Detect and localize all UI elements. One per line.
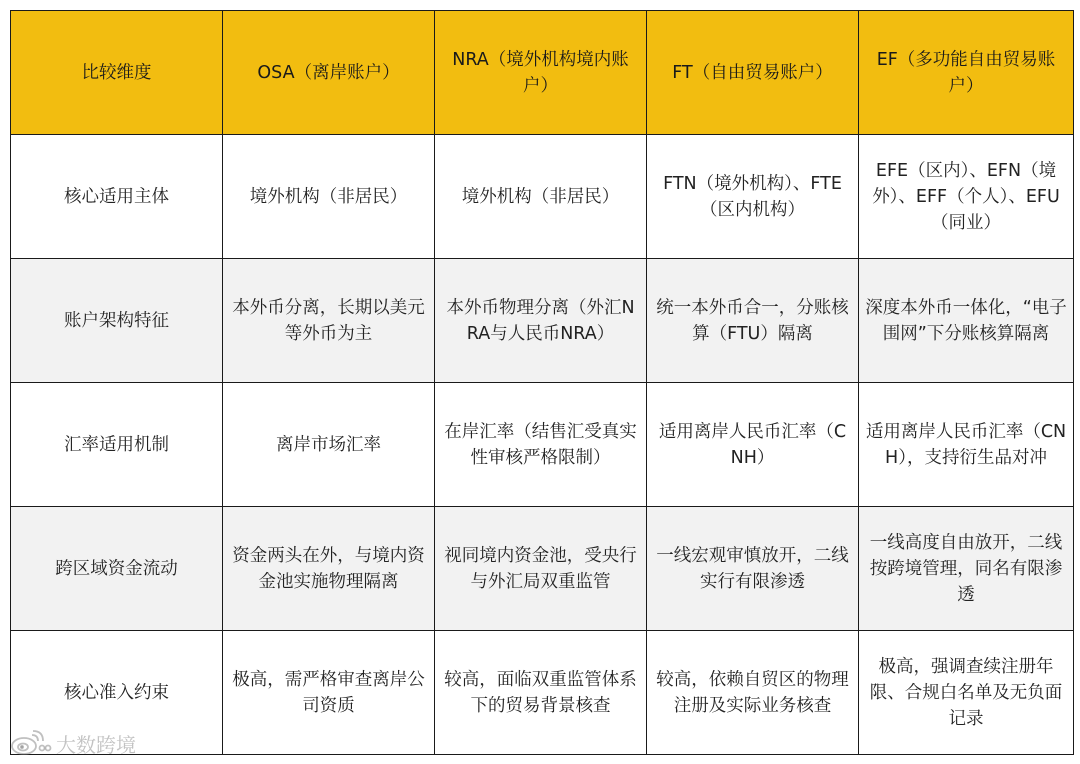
table-cell: 极高，强调查续注册年限、合规白名单及无负面记录 xyxy=(859,631,1074,755)
table-cell: 较高，依赖自贸区的物理注册及实际业务核查 xyxy=(647,631,859,755)
weibo-icon xyxy=(8,729,52,757)
table-cell: 离岸市场汇率 xyxy=(223,383,435,507)
header-row xyxy=(11,11,1074,135)
table-cell: 境外机构（非居民） xyxy=(223,135,435,259)
table-cell: 较高，面临双重监管体系下的贸易背景核查 xyxy=(435,631,647,755)
table-cell: 本外币物理分离（外汇NRA与人民币NRA） xyxy=(435,259,647,383)
row-dimension: 核心准入约束 xyxy=(11,631,223,755)
watermark xyxy=(8,726,136,760)
header-nra: NRA（境外机构境内账户） xyxy=(435,11,647,135)
row-dimension: 汇率适用机制 xyxy=(11,383,223,507)
table-cell: FTN（境外机构）、FTE（区内机构） xyxy=(647,135,859,259)
table-cell: 适用离岸人民币汇率（CNH） xyxy=(647,383,859,507)
table-cell: 资金两头在外，与境内资金池实施物理隔离 xyxy=(223,507,435,631)
header-ft: FT（自由贸易账户） xyxy=(647,11,859,135)
table-cell: 在岸汇率（结售汇受真实性审核严格限制） xyxy=(435,383,647,507)
row-dimension: 核心适用主体 xyxy=(11,135,223,259)
row-dimension: 账户架构特征 xyxy=(11,259,223,383)
header-dimension: 比较维度 xyxy=(11,11,223,135)
table-cell: 深度本外币一体化，“电子围网”下分账核算隔离 xyxy=(859,259,1074,383)
watermark-text: 大数跨境 xyxy=(56,732,136,757)
table-cell: 极高，需严格审查离岸公司资质 xyxy=(223,631,435,755)
table-row xyxy=(11,259,1074,383)
row-dimension: 跨区域资金流动 xyxy=(11,507,223,631)
table-row xyxy=(11,383,1074,507)
table-row xyxy=(11,135,1074,259)
table-cell: EFE（区内）、EFN（境外）、EFF（个人）、EFU（同业） xyxy=(859,135,1074,259)
table-row xyxy=(11,507,1074,631)
table-cell: 本外币分离，长期以美元等外币为主 xyxy=(223,259,435,383)
table-row xyxy=(11,631,1074,755)
table-cell: 境外机构（非居民） xyxy=(435,135,647,259)
table-cell: 一线宏观审慎放开，二线实行有限渗透 xyxy=(647,507,859,631)
header-ef: EF（多功能自由贸易账户） xyxy=(859,11,1074,135)
table-cell: 一线高度自由放开，二线按跨境管理，同名有限渗透 xyxy=(859,507,1074,631)
header-osa: OSA（离岸账户） xyxy=(223,11,435,135)
table-cell: 统一本外币合一，分账核算（FTU）隔离 xyxy=(647,259,859,383)
comparison-table xyxy=(10,10,1074,755)
table-cell: 适用离岸人民币汇率（CNH），支持衍生品对冲 xyxy=(859,383,1074,507)
table-cell: 视同境内资金池，受央行与外汇局双重监管 xyxy=(435,507,647,631)
